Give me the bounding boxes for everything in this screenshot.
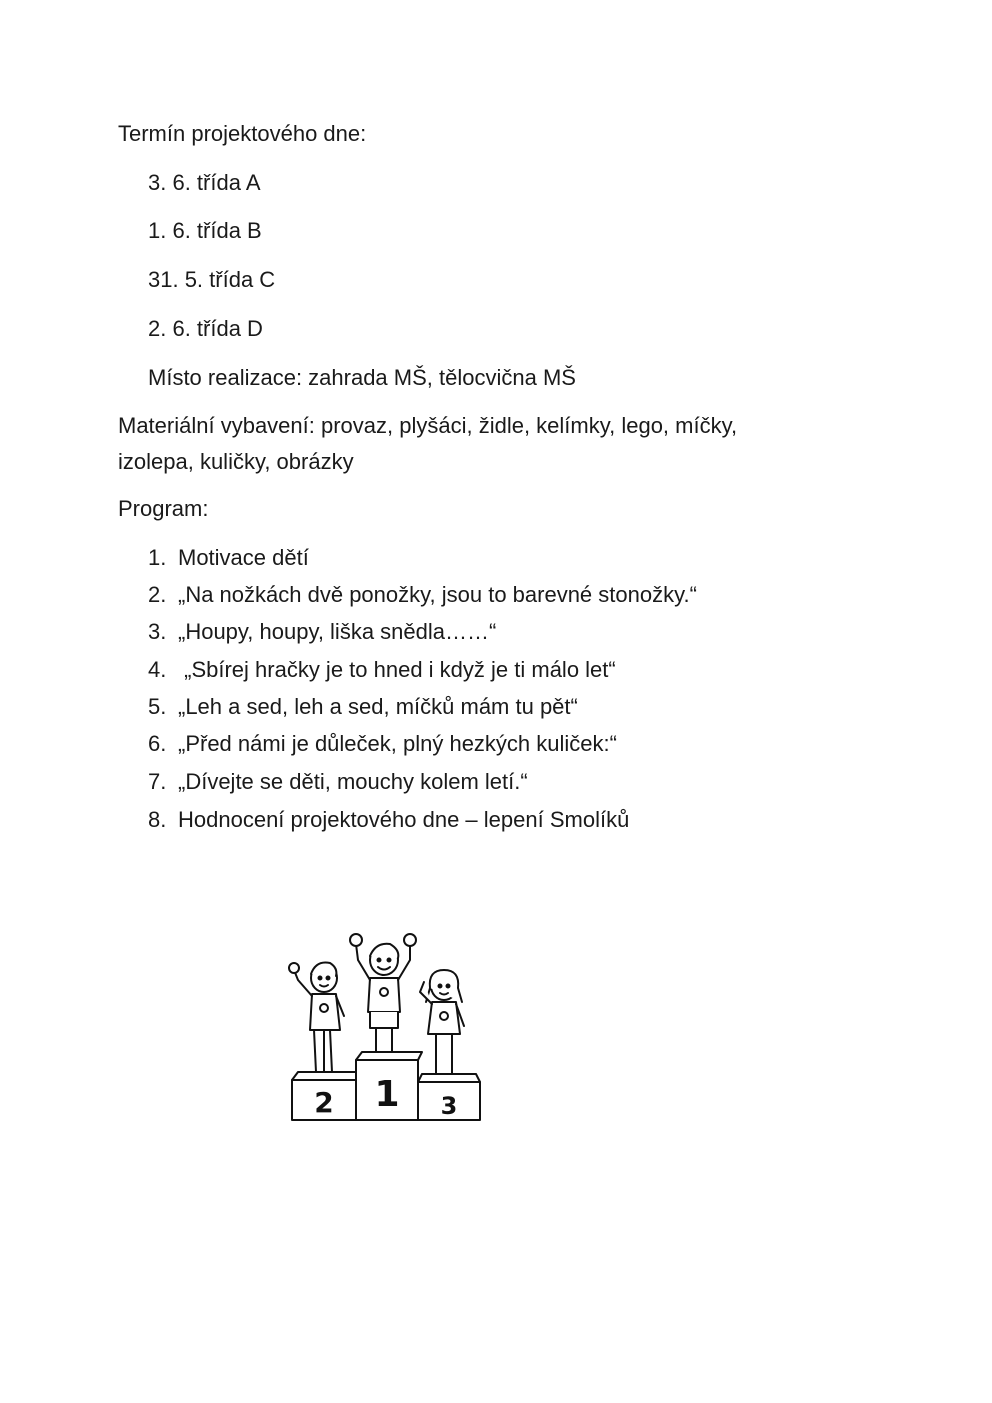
program-item-number: 5. bbox=[148, 694, 167, 719]
program-item-number: 1. bbox=[148, 545, 167, 570]
podium-second-label: 2 bbox=[314, 1086, 334, 1119]
place-line: Místo realizace: zahrada MŠ, tělocvična MŠ bbox=[148, 365, 576, 390]
program-item-text: Motivace dětí bbox=[178, 545, 309, 570]
term-date: 2. 6. třída D bbox=[148, 316, 263, 341]
program-item-number: 6. bbox=[148, 731, 167, 756]
program-item bbox=[148, 614, 496, 650]
materials-line-2: izolepa, kuličky, obrázky bbox=[118, 449, 354, 474]
program-item-text: Hodnocení projektového dne – lepení Smolíků bbox=[178, 807, 630, 832]
program-item bbox=[148, 689, 578, 725]
term-heading: Termín projektového dne: bbox=[118, 121, 367, 146]
podium-first-label: 1 bbox=[374, 1074, 400, 1115]
program-item bbox=[148, 802, 629, 838]
program-item-text: „Před námi je důleček, plný hezkých kuliček:“ bbox=[178, 731, 617, 756]
program-heading: Program: bbox=[118, 496, 209, 521]
program-item bbox=[148, 540, 309, 576]
podium-illustration bbox=[284, 930, 484, 1125]
program-item-number: 2. bbox=[148, 582, 167, 607]
program-item-text: „Houpy, houpy, liška snědla……“ bbox=[178, 619, 497, 644]
child-third-place-icon bbox=[420, 970, 464, 1074]
program-item bbox=[148, 726, 617, 762]
child-first-place-icon bbox=[350, 934, 416, 1052]
program-item-text: „Leh a sed, leh a sed, míčků mám tu pět“ bbox=[178, 694, 578, 719]
program-item-text: „Dívejte se děti, mouchy kolem letí.“ bbox=[178, 769, 528, 794]
program-item bbox=[148, 577, 697, 613]
materials-line-1: Materiální vybavení: provaz, plyšáci, židle, kelímky, lego, míčky, bbox=[118, 413, 738, 438]
program-item bbox=[148, 764, 528, 800]
program-item-number: 7. bbox=[148, 769, 167, 794]
child-second-place-icon bbox=[289, 962, 344, 1072]
program-item-text: „Na nožkách dvě ponožky, jsou to barevné stonožky.“ bbox=[178, 582, 697, 607]
term-date: 31. 5. třída C bbox=[148, 267, 276, 292]
term-date: 1. 6. třída B bbox=[148, 218, 262, 243]
program-item-number: 8. bbox=[148, 807, 167, 832]
term-date: 3. 6. třída A bbox=[148, 170, 261, 195]
program-item bbox=[148, 652, 616, 688]
program-item-number: 4. bbox=[148, 657, 167, 682]
podium-third-label: 3 bbox=[440, 1092, 458, 1120]
program-item-text: „Sbírej hračky je to hned i když je ti málo let“ bbox=[178, 657, 616, 682]
program-item-number: 3. bbox=[148, 619, 167, 644]
